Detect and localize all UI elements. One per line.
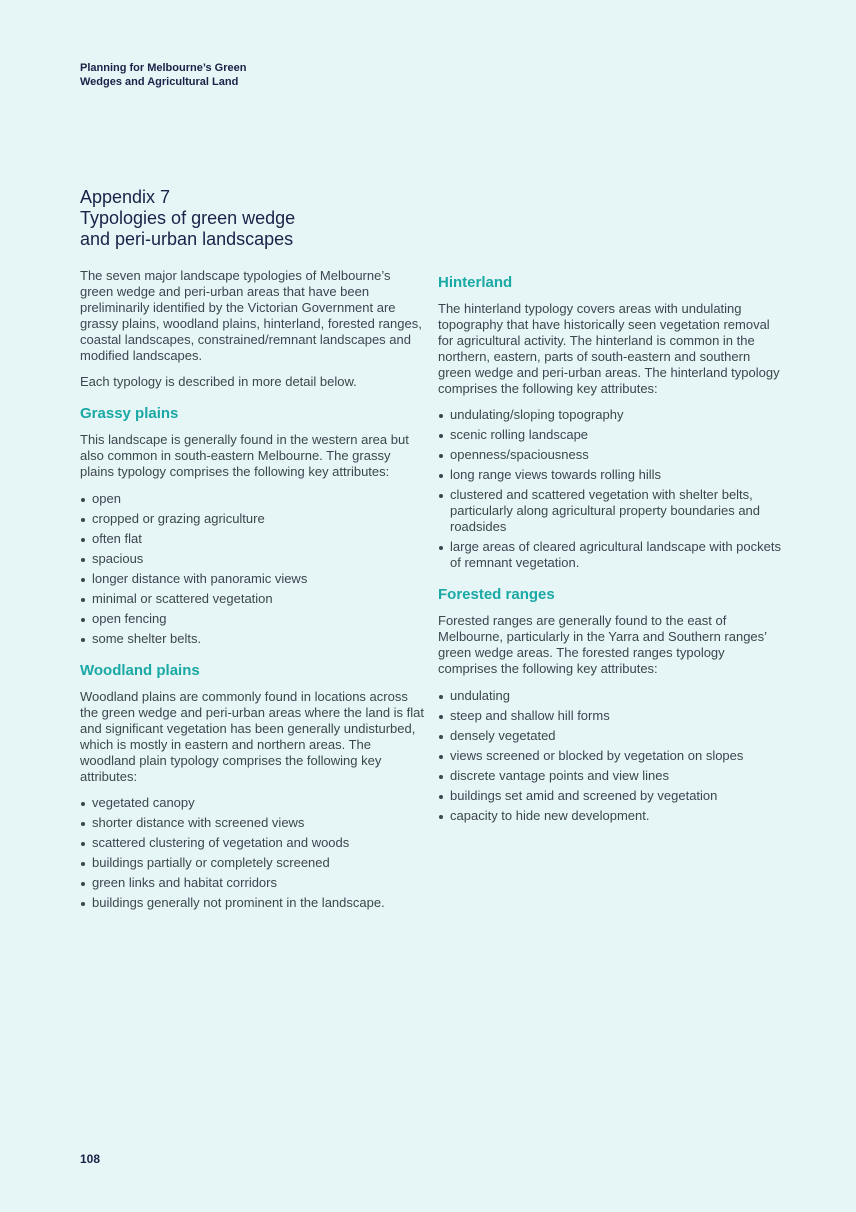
hinterland-list (438, 407, 784, 571)
list-item: large areas of cleared agricultural landscape with pockets of remnant vegetation. (438, 539, 784, 571)
list-item: long range views towards rolling hills (438, 467, 784, 483)
list-item: discrete vantage points and view lines (438, 768, 784, 784)
list-item: scattered clustering of vegetation and woods (80, 835, 426, 851)
list-item: open (80, 491, 426, 507)
title-line-1: Appendix 7 (80, 187, 171, 207)
list-item: undulating (438, 688, 784, 704)
list-item: shorter distance with screened views (80, 815, 426, 831)
page-number: 108 (80, 1152, 101, 1166)
list-item: vegetated canopy (80, 795, 426, 811)
list-item: buildings set amid and screened by vegetation (438, 788, 784, 804)
list-item: green links and habitat corridors (80, 875, 426, 891)
title-line-2: Typologies of green wedge (80, 208, 296, 228)
title-line-3: and peri-urban landscapes (80, 229, 294, 249)
list-item: densely vegetated (438, 728, 784, 744)
right-column (438, 274, 784, 828)
forested-ranges-heading: Forested ranges (438, 586, 555, 604)
woodland-plains-list (80, 795, 426, 911)
woodland-plains-text: Woodland plains are commonly found in locations across the green wedge and peri-urban areas where the land is flat and significant vegetation has been generally undisturbed, which is mostly in eastern and northern areas. The woodland plain typology comprises the following key attributes: (80, 688, 424, 784)
header-line-2: Wedges and Agricultural Land (80, 76, 239, 88)
list-item: longer distance with panoramic views (80, 571, 426, 587)
list-item: buildings partially or completely screened (80, 855, 426, 871)
grassy-plains-heading: Grassy plains (80, 405, 179, 423)
header-line-1: Planning for Melbourne’s Green (80, 62, 247, 74)
document-header (80, 61, 300, 89)
list-item: minimal or scattered vegetation (80, 591, 426, 607)
hinterland-heading: Hinterland (438, 274, 513, 291)
list-item: clustered and scattered vegetation with shelter belts, particularly along agricultural property boundaries and roadsides (438, 487, 784, 535)
list-item: some shelter belts. (80, 631, 426, 647)
list-item: openness/spaciousness (438, 447, 784, 463)
list-item: undulating/sloping topography (438, 407, 784, 423)
list-item: spacious (80, 551, 426, 567)
hinterland-text: The hinterland typology covers areas with undulating topography that have historically seen vegetation removal for agricultural activity. The hinterland is common in the northern, eastern, parts of south-eastern and southern green wedge and peri-urban areas. The hinterland typology comprises the following key attributes: (438, 301, 780, 396)
list-item: cropped or grazing agriculture (80, 511, 426, 527)
woodland-plains-heading: Woodland plains (80, 661, 200, 679)
list-item: steep and shallow hill forms (438, 708, 784, 724)
list-item: scenic rolling landscape (438, 427, 784, 443)
grassy-plains-text: This landscape is generally found in the western area but also common in south-eastern Melbourne. The grassy plains typology comprises the following key attributes: (80, 432, 409, 480)
intro-note: Each typology is described in more detail below. (80, 374, 357, 390)
grassy-plains-list (80, 491, 426, 647)
list-item: buildings generally not prominent in the landscape. (80, 895, 426, 911)
list-item: open fencing (80, 611, 426, 627)
forested-ranges-list (438, 688, 784, 824)
list-item: often flat (80, 531, 426, 547)
list-item: capacity to hide new development. (438, 808, 784, 824)
page-title (80, 187, 410, 250)
left-column (80, 268, 426, 915)
list-item: views screened or blocked by vegetation on slopes (438, 748, 784, 764)
forested-ranges-text: Forested ranges are generally found to the east of Melbourne, particularly in the Yarra and Southern ranges’ green wedge areas. The forested ranges typology comprises the following key attributes: (438, 613, 767, 676)
intro-paragraph: The seven major landscape typologies of Melbourne’s green wedge and peri-urban areas that have been preliminarily identified by the Victorian Government are grassy plains, woodland plains, hinterland, forested ranges, coastal landscapes, constrained/remnant landscapes and modified landscapes. (80, 268, 422, 363)
